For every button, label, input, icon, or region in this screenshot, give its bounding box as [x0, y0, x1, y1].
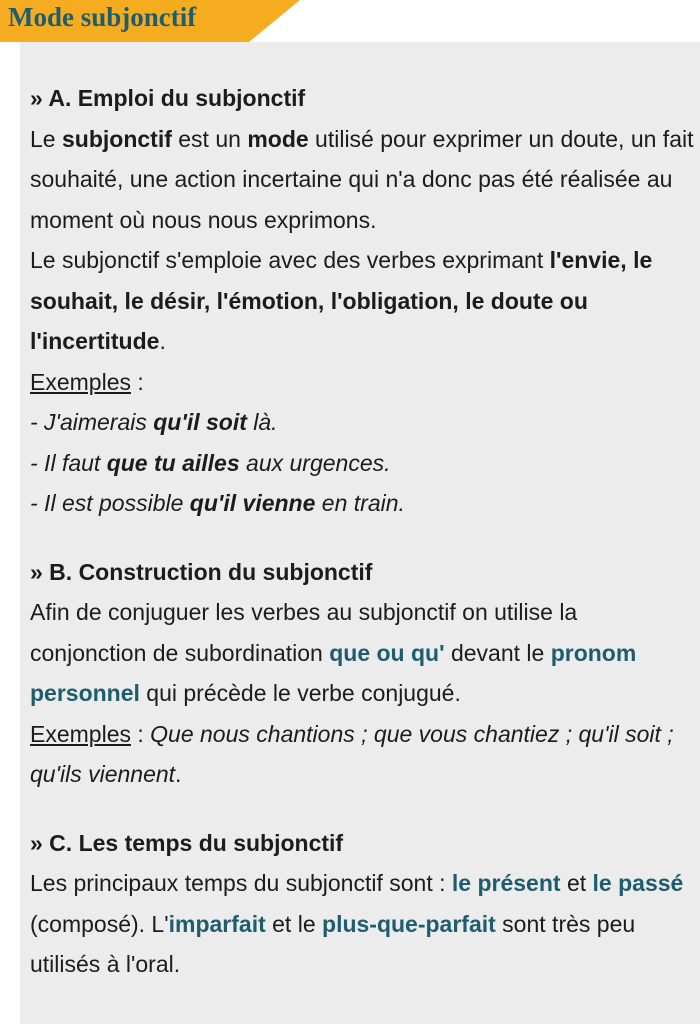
section-c-heading: » C. Les temps du subjonctif — [30, 829, 344, 856]
section-spacer — [30, 524, 695, 552]
text: Le — [30, 125, 62, 152]
highlight-imparfait: imparfait — [168, 910, 266, 937]
page-title: Mode subjonctif — [8, 2, 197, 32]
example-highlight: qu'il vienne — [189, 490, 316, 516]
example-highlight: que tu ailles — [106, 449, 240, 476]
example-highlight: qu'il soit — [153, 409, 247, 435]
section-c-paragraph: Les principaux temps du subjonctif sont : le présent et le passé (composé). L'imparfait et le plus-que-parfait sont très peu utilisés à l'oral. — [30, 870, 684, 977]
bold-emotions-list: l'envie, le souhait, le désir, l'émotion, l'obligation, le doute ou l'incertitude — [30, 247, 653, 354]
highlight-present: le présent — [451, 870, 561, 896]
example-item: - Il est possible qu'il vienne en train. — [30, 490, 405, 516]
section-a-examples-label — [30, 362, 695, 403]
text: : — [130, 368, 144, 395]
highlight-plus-que-parfait: plus-que-parfait — [322, 910, 496, 937]
example-item: - J'aimerais qu'il soit là. — [30, 409, 278, 435]
text: . — [159, 328, 166, 354]
section-b-examples: Exemples : Que nous chantions ; que vous chantiez ; qu'il soit ; qu'ils viennent. — [30, 720, 674, 787]
examples-text: Que nous chantions ; que vous chantiez ; qu'il soit ; qu'ils viennent — [30, 720, 674, 787]
text: est un — [171, 125, 248, 152]
examples-label: Exemples — [30, 368, 131, 395]
text: utilisé pour exprimer un doute, un fait souhaité, une action incertaine qui n'a donc pas été réalisée au moment où nous nous exprimons. — [30, 125, 694, 233]
bold-term-subjonctif: subjonctif — [61, 125, 172, 152]
section-a-paragraph-1 — [30, 119, 695, 241]
section-a-paragraph-2 — [30, 240, 695, 362]
example-item: - Il faut que tu ailles aux urgences. — [30, 449, 391, 476]
text: Le subjonctif s'emploie avec des verbes exprimant — [30, 247, 550, 273]
section-spacer — [30, 795, 695, 823]
highlight-pronom-personnel: pronom personnel — [30, 639, 637, 706]
highlight-passe: le passé — [592, 870, 684, 896]
highlight-que-ou-qu: que ou qu' — [329, 639, 445, 666]
section-b-paragraph: Afin de conjuguer les verbes au subjonctif on utilise la conjonction de subordination que ou qu' devant le pronom personnel qui précède le verbe conjugué. — [30, 599, 637, 706]
examples-label: Exemples — [30, 720, 131, 747]
lesson-content — [30, 78, 695, 985]
section-a-heading: » A. Emploi du subjonctif — [30, 85, 306, 111]
bold-term-mode: mode — [247, 125, 309, 152]
section-b-heading: » B. Construction du subjonctif — [30, 558, 373, 585]
